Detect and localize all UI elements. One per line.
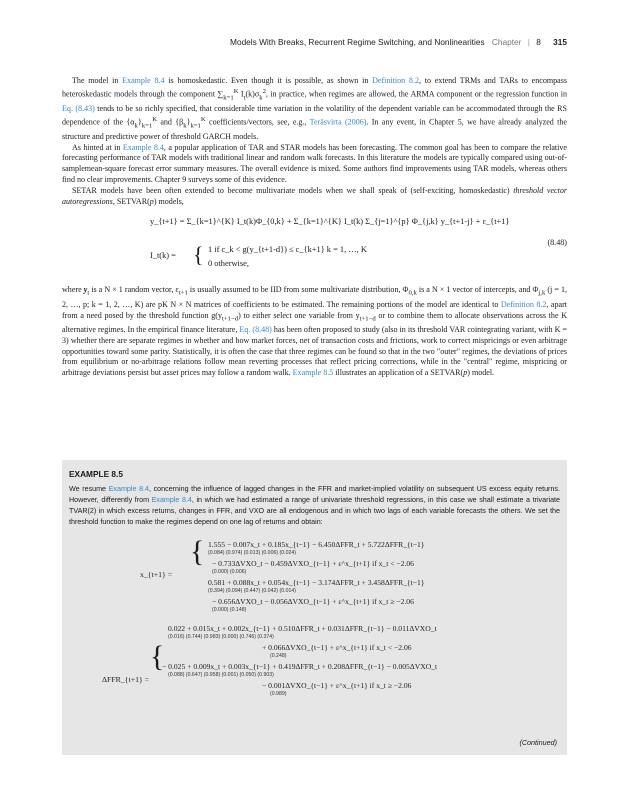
p4-text-e: (j = 1, 2, …, p; k = 1, 2, …, K) are pK N × N matrices of coefficients to be estimated. The remaining portions of the model are identical to [62,285,567,309]
p1-sup-1: K [233,87,239,95]
ffr-eq-line-1: 0.022 + 0.015x_t + 0.002x_{t−1} + 0.510ΔFFR_t + 0.031ΔFFR_{t−1} − 0.011ΔVXO_t [168,624,437,633]
p2-text-b: , a popular application of TAR and STAR models has been forecasting. The common goal has been to compare the relative forecasting performance of TAR models with traditional linear and random walk forecasts. In this literature the models are typically compared using out-of-samplemean-square forecast error summary measures. The overall evidence is mixed. Some authors find improvements using TAR models, whereas others find no clear improvements. Chapter 9 surveys some of this evidence. [62,142,568,184]
x-eq-line-4: − 0.656ΔVXO_t − 0.056ΔVXO_{t−1} + ε^x_{t+1} if x_t ≥ −2.06 [212,597,414,606]
paragraph-1 [62,76,567,143]
p4-text-j: illustrates an application of a SETVAR( [333,368,464,378]
link-eq-8-43[interactable]: Eq. (8.43) [62,103,95,113]
p3-p-var: p [149,196,154,206]
link-definition-8-2[interactable]: Definition 8.2 [372,76,419,85]
p1-sup-h: K [152,115,158,123]
paragraph-3 [62,186,567,208]
link-example-8-5[interactable]: Example 8.5 [292,368,334,378]
p3-text-a: SETAR models have been often extended to become multivariate models when we shall speak of (self-exciting, homoskedastic) [72,185,514,195]
ffr-eq-line-3: − 0.025 + 0.009x_t + 0.003x_{t−1} + 0.419ΔFFR_t + 0.208ΔFFR_{t−1} − 0.005ΔVXO_t [162,662,438,671]
p1-text-a: The model in [72,76,123,85]
body-text [62,76,567,379]
p1-sub-j: k=1 [190,121,201,129]
p1-text-j: } [186,117,191,127]
ffr-eq-se-1: (0.016) (0.744) (0.983) (0.000) (0.746) (0.374) [168,634,274,640]
x-eq-line-3: 0.581 + 0.088x_t + 0.054x_{t−1} − 3.174ΔFFR_t + 3.458ΔFFR_{t−1} [208,578,425,587]
eq-case-1: 1 if c_k < g(y_{t+1-d}) ≤ c_{k+1} k = 1, …, K [208,245,367,255]
p4-p-var: p [463,368,468,378]
p4-text-g: ) to either select one variable from y [238,310,360,320]
p1-text-f: , in practice, when regimes are allowed, the ARMA component or the regression function in [265,89,568,99]
p1-sub-e: k [259,94,263,102]
p1-sup-e: 2 [262,87,266,95]
p1-text-c: , to extend TRMs and TARs to encompass heteroskedastic models through the component ∑ [62,76,567,99]
running-header [62,37,567,47]
ffr-equation-lhs: ΔFFR_{t+1} = [102,675,150,684]
p1-sub-h: k=1 [141,121,153,129]
ffr-equation-brace: { [150,640,165,673]
header-title: Models With Breaks, Recurrent Regime Switching, and Nonlinearities [230,37,485,47]
paragraph-4: where $y_t$ is a N × 1 random vector, $\varepsilon_{t+1}$ is usually assumed to be IID from some multivariate distribution, $\Phi_{0,k}$ is a N × 1 vector of intercepts, and $\Phi_{j,k}$ (j = 1, 2, …, p; k = 1, 2, …, K) are pK N × N matrices of coefficients to be estimated. The remaining portions of the model are identical to Definition 8.2, apart from a need posed by the threshold function $g(y_{t+1-d})$ to either select one variable from $y_{t+1-d}$ or to combine them to allocate observations across the K alternative regimes. In the empirical finance literature, Eq. (8.48) has been often proposed to study (also in its threshold VAR cointegrating variant, with K = 3) whether there are separate regimes in whether and how market forces, net of transaction costs and frictions, work to correct mispricings or even arbitrage opportunities toward some parity. Statistically, it is often the case that three regimes can be found so that in the two "outer" regimes, the deviations of prices from equilibrium or no-arbitrage relations follow mean reverting processes that reflect pricing corrections, while in the "central" regime, mispricing or arbitrage deviations persist but asset prices may follow a random walk. Example 8.5 illustrates an application of a SETVAR(p) model. [62,285,568,378]
p4-text-d: is a N × 1 vector of intercepts, and Φ [416,285,539,295]
eq-indicator-lhs: I_t(k) = [150,251,176,261]
x-eq-line-1: 1.555 − 0.007x_t + 0.185x_{t−1} − 6.450ΔFFR_t + 5.722ΔFFR_{t−1} [208,540,425,549]
p4-text-i: has been often proposed to study (also in its threshold VAR cointegrating variant, with K = 3) whether there are separate regimes in whether and how market forces, net of transaction costs and frictions, work to correct mispricings or even arbitrage opportunities toward some parity. Statistically, it is often the case that three regimes can be found so that in the two "outer" regimes, the deviations of prices from equilibrium or no-arbitrage relations follow mean reverting processes that reflect pricing corrections, while in the "central" regime, mispricing or arbitrage deviations persist but asset prices may follow a random walk. [62,324,568,378]
ffr-eq-se-4: (0.989) [270,691,287,697]
p4-text-a: where [62,285,84,295]
x-eq-se-1: (0.084) (0.974) (0.013) (0.006) (0.024) [208,550,296,556]
example-box [62,460,567,755]
p3-emphasis: threshold vector autoregressions [62,185,567,206]
p1-sub-1: k=1 [223,94,234,102]
p1-text-g: tends to be so richly specified, that considerable time variation in the volatility of the dependent variable can be accommodated through the RS dependence of the {α [62,103,567,127]
p3-text-b: , SETVAR( [112,196,150,206]
p1-sup-j: K [200,115,206,123]
p4-text-b: is a N × 1 random vector, ε [89,285,179,295]
x-eq-line-2: − 0.733ΔVXO_t − 0.459ΔVXO_{t−1} + ε^x_{t+1} if x_t < −2.06 [212,559,414,568]
header-chapter: Chapter [491,37,522,47]
x-equation-lhs: x_{t+1} = [140,570,173,579]
page-number: 315 [553,37,567,47]
link-example-8-4[interactable]: Example 8.4 [122,76,165,85]
equation-number: (8.48) [547,238,567,248]
eq-line-1: y_{t+1} = Σ_{k=1}^{K} I_t(k)Φ_{0,k} + Σ_{k=1}^{K} I_t(k) Σ_{j=1}^{p} Φ_{j,k} y_{t+1-j} + ε_{t+1} [150,217,510,227]
x-eq-se-3: (0.394) (0.094) (0.447) (0.042) (0.014) [208,588,296,594]
ffr-eq-line-2: + 0.066ΔVXO_{t−1} + ε^x_{t+1} if x_t < −2.06 [262,643,412,652]
x-eq-se-4: (0.000) (0.148) [212,607,247,613]
link-example-8-4-b[interactable]: Example 8.4 [122,142,164,152]
header-separator: | [527,37,530,47]
example-title: EXAMPLE 8.5 [69,469,123,479]
p1-sub-i: k [183,121,187,129]
x-equation-brace: { [190,535,205,568]
paragraph-2 [62,143,567,186]
link-terasvirta-2006[interactable]: Teräsvirta (2006) [309,117,367,127]
eq-brace: { [193,242,204,268]
p4-text-f: , apart from a need posed by the threshold function g(y [62,299,567,320]
p1-text-e: (k)σ [245,89,260,99]
p1-sub-g: k [134,121,138,129]
example-text [69,484,560,528]
p1-text-m: . In any event, in Chapter 5, we have already analyzed the structure and predictive power of threshold GARCH models. [62,117,567,141]
ffr-eq-se-2: (0.248) [270,653,287,659]
ex-text-1: We resume [69,485,109,493]
equation-8-48 [62,207,567,285]
ffr-eq-line-4: − 0.001ΔVXO_{t−1} + ε^x_{t+1} if x_t ≥ −2.06 [262,681,412,690]
p1-text-i: and {β [157,117,184,127]
link-example-8-4-c[interactable]: Example 8.4 [108,485,149,493]
p1-text-k: coefficients/vectors, see, e.g., [205,117,310,127]
p4-text-h: or to combine them to allocate observations across the K alternative regimes. In the empirical finance literature, [62,310,568,334]
p1-text-d: I [238,89,244,99]
p1-sub-d: t [243,94,246,102]
p1-text-b: is homoskedastic. Even though it is possible, as shown in [164,76,373,85]
link-example-8-4-d[interactable]: Example 8.4 [151,495,192,504]
x-eq-se-2: (0.000) (0.006) [212,569,247,575]
p4-text-k: ) model. [467,368,495,378]
p2-text-a: As hinted at in [72,142,123,152]
p4-text-c: is usually assumed to be IID from some multivariate distribution, Φ [187,285,409,295]
ex-text-3: , in which we had estimated a range of univariate threshold regressions, in this case we shall estimate a trivariate TVAR(2) in which excess returns, changes in FFR, and VXO are all endogenous and in which two lags of each variable forecasts the others. We set the threshold function to make the regimes depend on one lag of returns and obtain: [69,495,560,526]
ffr-eq-se-3: (0.088) (0.647) (0.958) (0.001) (0.050) (0.903) [168,672,274,678]
link-definition-8-2-b[interactable]: Definition 8.2 [500,299,547,309]
p3-text-c: ) models, [153,196,184,206]
p1-text-h: } [137,117,142,127]
continued-label: (Continued) [519,738,557,747]
header-chapter-number: 8 [536,37,541,47]
link-eq-8-48[interactable]: Eq. (8.48) [239,324,272,334]
eq-case-2: 0 otherwise, [208,259,249,269]
ex-text-2: , concerning the influence of lagged changes in the FFR and market-implied volatility on subsequent US excess equity returns. However, differently from [69,485,560,504]
